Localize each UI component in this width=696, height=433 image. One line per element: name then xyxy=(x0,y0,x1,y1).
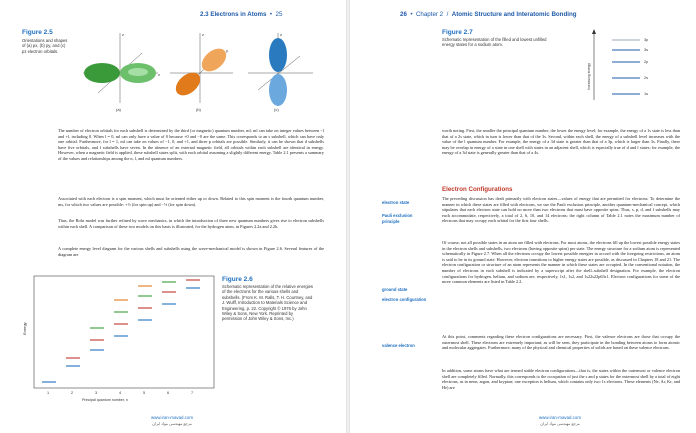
sidenote-electron-configuration: electron configuration xyxy=(382,297,427,302)
figure-2-5-orbitals xyxy=(78,28,318,113)
page-number-right: 26 xyxy=(400,11,407,18)
y-axis-label: Energy xyxy=(22,322,27,335)
axis-z-c: z xyxy=(280,32,282,37)
body-paragraph-2: Associated with each electron is a spin moment, which must be oriented either up or down. Related to this spin moment is the fourth quantum number, ms, for which two values are possible: +½ (for spin up) and −½ (for spin down). xyxy=(58,196,324,207)
left-footer xyxy=(112,415,232,426)
sodium-level-label: 3s xyxy=(644,48,649,53)
figure-2-7-sodium-states xyxy=(582,28,682,106)
x-tick-label: 1 xyxy=(47,391,50,395)
running-header-right: 26 • Chapter 2 / Atomic Structure and Interatomic Bonding xyxy=(400,11,577,18)
x-tick-label: 4 xyxy=(119,391,122,395)
figure-2-6-label: Figure 2.6 xyxy=(222,276,253,283)
sodium-level-label: 1s xyxy=(644,92,649,97)
panel-a-label: (a) xyxy=(116,107,121,112)
energy-levels xyxy=(42,280,200,382)
x-tick-label: 5 xyxy=(143,391,146,395)
right-footer xyxy=(500,415,620,426)
figure-2-7-label: Figure 2.7 xyxy=(442,29,473,36)
right-paragraph-5: In addition, some atoms have what are termed stable electron configurations—that is, the states within the outermost or valence electron shell are completely filled. Normally, this corresponds to the occupation of just the s and p states for the outermost shell by a total of eight electrons, as in neon, argon, and krypton; one exception is helium, which contains only two 1s electrons. These elements (Ne, Ar, Kr, and He) are xyxy=(442,368,680,390)
body-paragraph-1: The number of electron orbitals for each subshell is determined by the third (or magnetic) quantum number, ml; ml can take on integer values between −l and +l, including 0. When l = 0, ml can only have a value of 0 because +0 and −0 are the same. This corresponds to an s subshell, which can have only one orbital. Furthermore, for l = 1, ml can take on values of −1, 0, and +1, and three p orbitals are possible. Similarly, it can be shown that d subshells have five orbitals, and f subshells have seven. In the absence of an external magnetic field, all orbitals within each subshell are identical in energy. However, when a magnetic field is applied, these subshell states split, with each orbital assuming a slightly different energy. Table 2.1 presents a summary of the values and relationships among the n, l, and ml quantum numbers. xyxy=(58,128,324,161)
right-paragraph-3: Of course, not all possible states in an atom are filled with electrons. For most atoms, the electrons fill up the lowest possible energy states in the electron shells and subshells, two electrons (having opposite spins) per state. The energy structure for a sodium atom is represented schematically in Figure 2.7. When all the electrons occupy the lowest possible energies in accord with the foregoing restrictions, an atom is said to be in its ground state. However, electron transitions to higher energy states are possible, as discussed in Chapters 18 and 21. The electron configuration or structure of an atom represents the manner in which these states are occupied. In the conventional notation, the number of electrons in each subshell is indicated by a superscript after the shell–subshell designation. For example, the electron configurations for hydrogen, helium, and sodium are, respectively, 1s1, 1s2, and 1s22s22p63s1. Electron configurations for some of the more common elements are listed in Table 2.2. xyxy=(442,240,680,285)
right-paragraph-4: At this point, comments regarding these electron configurations are necessary. First, the valence electrons are those that occupy the outermost shell. These electrons are extremely important; as will be seen, they participate in the bonding between atoms to form atomic and molecular aggregates. Furthermore, many of the physical and chemical properties of solids are based on these valence electrons. xyxy=(442,334,680,351)
pz-orbital xyxy=(248,33,313,106)
section-heading: Electron Configurations xyxy=(442,186,513,193)
axis-x-a: x xyxy=(158,72,160,77)
sidenote-principle: principle xyxy=(382,219,400,224)
sidenote-valence-electron: valence electron xyxy=(382,343,415,348)
footer-url-right[interactable]: www.iran-mavad.com xyxy=(539,415,581,420)
axis-z-a: z xyxy=(122,32,124,37)
right-paragraph-1: worth noting. First, the smaller the principal quantum number, the lower the energy level; for example, the energy of a 1s state is less than that of a 2s state, which in turn is lower than that of the 3s. Second, within each shell, the energy of a subshell level increases with the value of the l quantum number. For example, the energy of a 3d state is greater than that of a 3p, which is larger than 3s. Finally, there may be overlap in energy of a state in one shell with states in an adjacent shell, which is especially true of d and f states; for example, the energy of a 3d state is generally greater than that of a 4s. xyxy=(442,128,680,156)
x-ticks xyxy=(47,391,193,395)
sodium-levels xyxy=(612,38,648,96)
x-tick-label: 6 xyxy=(167,391,170,395)
footer-note-right: مرجع مهندسی مواد ایران xyxy=(540,422,580,426)
axis-z-b: z xyxy=(202,32,204,37)
right-paragraph-2: The preceding discussion has dealt primarily with electron states—values of energy that are permitted for electrons. To determine the manner in which these states are filled with electrons, we use the Pauli exclusion principle, another quantum-mechanical concept, which stipulates that each electron state can hold no more than two electrons that must have opposite spins. Thus, s, p, d, and f subshells may each accommodate, respectively, a total of 2, 6, 10, and 14 electrons; the right column of Table 2.1 notes the maximum number of electrons that may occupy each orbital for the first four shells. xyxy=(442,196,680,224)
sodium-level-label: 2p xyxy=(644,60,649,65)
panel-b-label: (b) xyxy=(196,107,201,112)
figure-2-5-label: Figure 2.5 xyxy=(22,29,53,36)
x-tick-label: 7 xyxy=(191,391,194,395)
panel-c-label: (c) xyxy=(274,107,279,112)
x-tick-label: 3 xyxy=(95,391,98,395)
sidenote-pauli: Pauli exclusion xyxy=(382,213,413,218)
sodium-level-label: 2s xyxy=(644,76,649,81)
right-page xyxy=(350,0,696,433)
figure-2-7-caption: Schematic representation of the filled and lowest unfilled energy states for a sodium atom. xyxy=(442,37,547,48)
body-paragraph-4: A complete energy level diagram for the various shells and subshells using the wave-mechanical model is shown in Figure 2.6. Several features of the diagram are xyxy=(58,246,324,257)
left-page xyxy=(0,0,346,433)
fig27-y-label: Increasing energy xyxy=(587,63,591,90)
footer-note: مرجع مهندسی مواد ایران xyxy=(152,422,192,426)
footer-url[interactable]: www.iran-mavad.com xyxy=(151,415,193,420)
sidenote-electron-state: electron state xyxy=(382,200,410,205)
x-axis-label: Principal quantum number, n xyxy=(82,398,128,402)
px-orbital xyxy=(83,33,158,103)
x-tick-label: 2 xyxy=(71,391,74,395)
page-number: 25 xyxy=(275,11,283,18)
sidenote-ground-state: ground state xyxy=(382,287,408,292)
sodium-level-label: 3p xyxy=(644,38,649,43)
py-orbital xyxy=(170,33,233,103)
figure-2-6-energy-diagram xyxy=(22,274,218,404)
running-header: 2.3 Electrons in Atoms • 25 xyxy=(200,11,283,18)
figure-2-6-caption: Schematic representation of the relative energies of the electrons for the various shells and subshells. (From K. M. Ralls, T. H. Courtney, and J. Wulff, Introduction to Materials Science and Engineering, p. 22. Copyright © 1976 by John Wiley & Sons, New York. Reprinted by permission of John Wiley & Sons, Inc.) xyxy=(222,284,314,322)
body-paragraph-3: Thus, the Bohr model was further refined by wave mechanics, in which the introduction of three new quantum numbers gives rise to electron subshells within each shell. A comparison of these two models on this basis is illustrated, for the hydrogen atom, in Figures 2.2a and 2.2b. xyxy=(58,218,324,229)
axis-y-b: y xyxy=(226,48,228,53)
figure-2-5-caption: Orientations and shapes of (a) px, (b) py, and (c) pz electron orbitals. xyxy=(22,38,68,54)
